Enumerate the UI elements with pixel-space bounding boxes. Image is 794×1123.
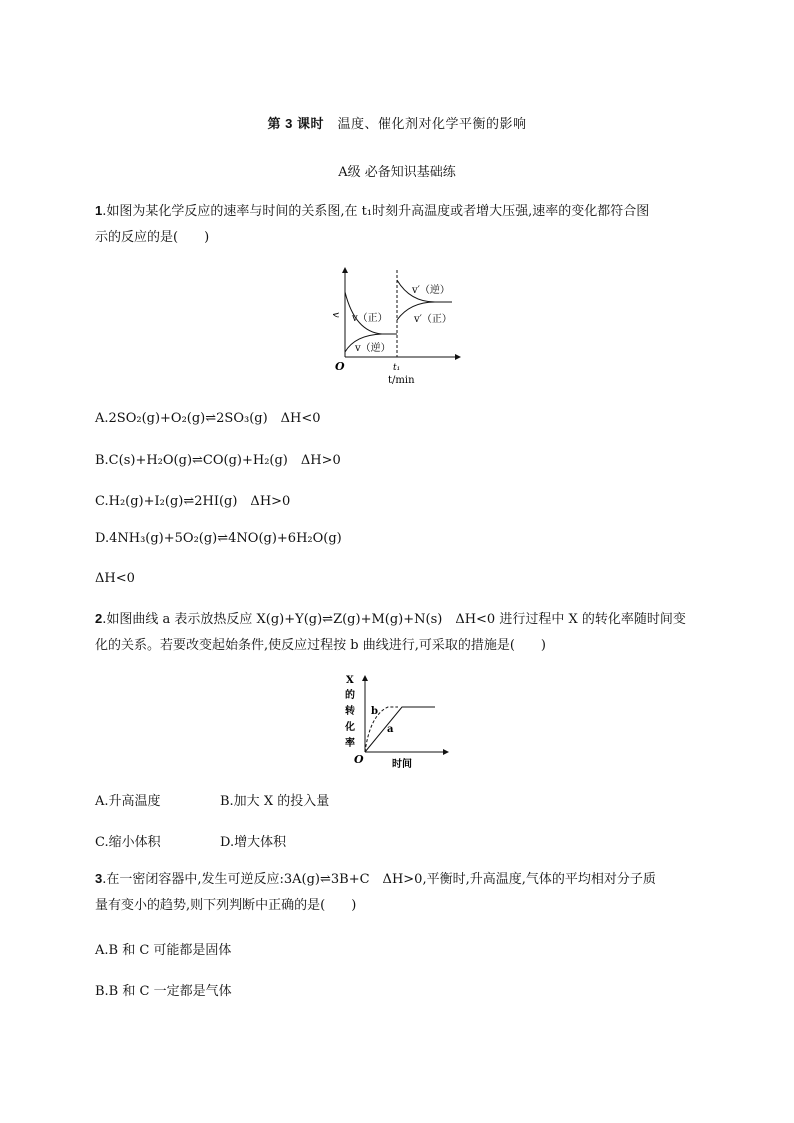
question-1-line1: .如图为某化学反应的速率与时间的关系图,在 t₁时刻升高温度或者增大压强,速率的变化都符合图 xyxy=(102,204,650,219)
origin-label: O xyxy=(354,753,364,766)
page-title xyxy=(0,113,794,132)
question-2-option-c: C.缩小体积 xyxy=(95,835,161,850)
question-3-line1: .在一密闭容器中,发生可逆反应:3A(g)⇌3B+C ΔH>0,平衡时,升高温度,气体的平均相对分子质 xyxy=(102,872,656,887)
curve-label-v-reverse: v（逆） xyxy=(355,343,391,354)
question-number: 1 xyxy=(95,203,103,218)
question-2-option-a: A.升高温度 xyxy=(95,794,161,809)
question-2-line2: 化的关系。若要改变起始条件,使反应过程按 b 曲线进行,可采取的措施是( ) xyxy=(95,638,546,653)
y-axis-label: v xyxy=(330,312,341,318)
question-1-option-c: C.H₂(g)+I₂(g)⇌2HI(g) ΔH>0 xyxy=(95,494,291,509)
conversion-time-graph xyxy=(340,670,460,775)
question-1-option-b: B.C(s)+H₂O(g)⇌CO(g)+H₂(g) ΔH>0 xyxy=(95,453,341,468)
y-label-char: 的 xyxy=(345,690,355,701)
question-2-stem xyxy=(95,606,705,659)
question-3-option-b: B.B 和 C 一定都是气体 xyxy=(95,984,232,999)
y-label-char: 化 xyxy=(345,722,355,733)
question-3-stem xyxy=(95,866,705,919)
y-label-char: 率 xyxy=(345,738,355,749)
question-2-line1: .如图曲线 a 表示放热反应 X(g)+Y(g)⇌Z(g)+M(g)+N(s) ΔH<0 进行过程中 X 的转化率随时间变 xyxy=(102,612,686,627)
lesson-label: 第 3 课时 xyxy=(267,116,324,131)
t1-label: t₁ xyxy=(393,363,401,373)
question-number: 2 xyxy=(95,611,103,626)
question-3-line2: 量有变小的趋势,则下列判断中正确的是( ) xyxy=(95,898,357,913)
y-label-char: X xyxy=(346,675,354,686)
curve-label-v-forward: v（正） xyxy=(352,313,388,324)
question-1-line2: 示的反应的是( ) xyxy=(95,230,210,245)
lesson-title: 温度、催化剂对化学平衡的影响 xyxy=(337,117,527,132)
x-axis-label: t/min xyxy=(388,375,415,386)
question-2-option-d: D.增大体积 xyxy=(220,835,287,850)
question-1-option-d: D.4NH₃(g)+5O₂(g)⇌4NO(g)+6H₂O(g) xyxy=(95,531,342,546)
question-1-option-a: A.2SO₂(g)+O₂(g)⇌2SO₃(g) ΔH<0 xyxy=(95,411,321,426)
curve-b-label: b xyxy=(371,706,378,717)
question-number: 3 xyxy=(95,871,103,886)
curve-a-label: a xyxy=(387,724,394,735)
curve-label-v-prime-forward: v′（正） xyxy=(414,314,452,325)
question-1-option-d-cont: ΔH<0 xyxy=(95,571,135,586)
question-2-option-b: B.加大 X 的投入量 xyxy=(220,794,330,809)
x-axis-label: 时间 xyxy=(392,759,412,770)
y-label-char: 转 xyxy=(345,706,355,717)
question-1-stem xyxy=(95,198,705,251)
curve-label-v-prime-reverse: v′（逆） xyxy=(412,285,450,296)
rate-time-graph xyxy=(330,262,475,387)
question-3-option-a: A.B 和 C 可能都是固体 xyxy=(95,943,232,958)
section-title: A级 必备知识基础练 xyxy=(338,165,456,180)
origin-label: O xyxy=(335,360,345,373)
